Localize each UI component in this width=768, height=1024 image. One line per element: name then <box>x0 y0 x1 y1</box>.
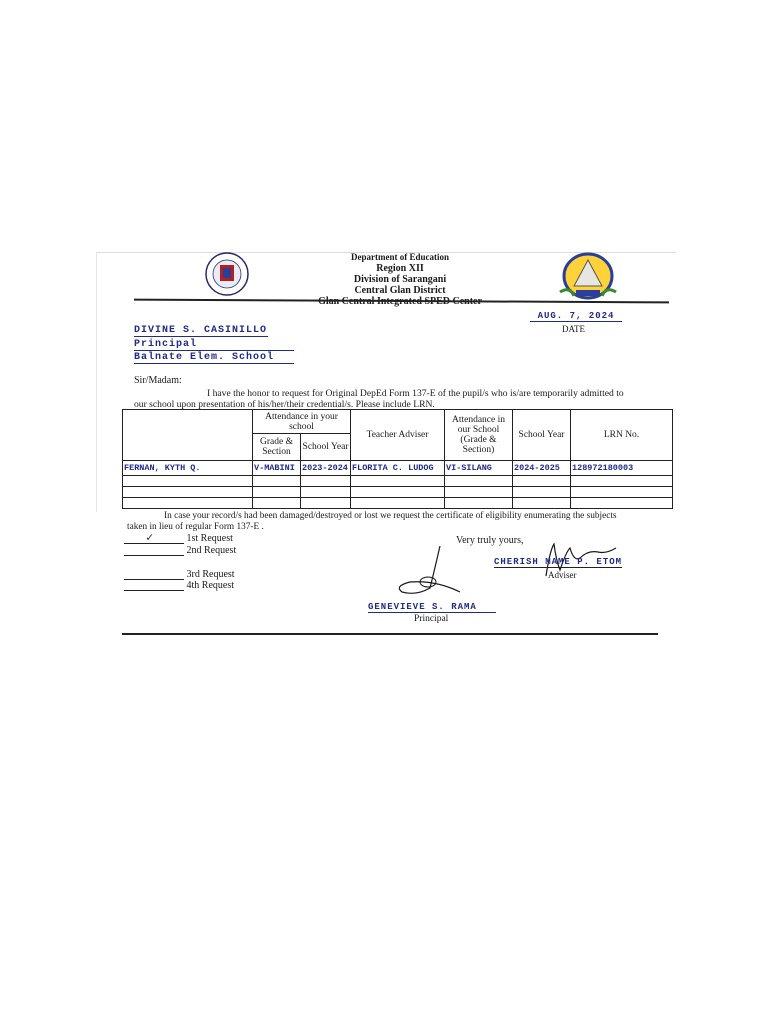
col-header-teacher-adviser: Teacher Adviser <box>351 410 445 461</box>
footer-divider <box>122 633 658 635</box>
deped-seal-icon <box>197 252 257 296</box>
request-3-blank <box>124 570 184 580</box>
body-line-2: our school upon presentation of his/her/their credential/s. Please include LRN. <box>134 399 435 410</box>
school-seal-icon <box>556 252 620 302</box>
request-4-label: 4th Request <box>186 580 234 591</box>
col-header-grade-section: Grade & Section <box>253 434 301 460</box>
col-header-school-year: School Year <box>301 434 351 460</box>
addressee-school: Balnate Elem. School <box>134 352 294 364</box>
col-header-school-year-2: School Year <box>513 410 571 461</box>
request-2-blank <box>124 546 184 556</box>
table-row <box>123 497 673 508</box>
date-label: DATE <box>562 324 585 334</box>
cell-grade-section: V-MABINI <box>253 460 301 475</box>
addressee-name: DIVINE S. CASINILLO <box>134 325 268 336</box>
principal-name: GENEVIEVE S. RAMA <box>368 602 496 613</box>
date-value: AUG. 7, 2024 <box>530 311 622 322</box>
cell-lrn: 128972180003 <box>571 460 673 475</box>
body-line-1: I have the honor to request for Original DepEd Form 137-E of the pupil/s who is/are temporarily admitted to <box>207 388 624 399</box>
col-header-name <box>123 410 253 461</box>
paper-left-edge <box>96 252 97 512</box>
header-line-2: Region XII <box>376 263 424 274</box>
cell-name: FERNAN, KYTH Q. <box>123 460 253 475</box>
header-line-1: Department of Education <box>351 252 449 262</box>
request-3-label: 3rd Request <box>186 569 235 580</box>
request-2-label: 2nd Request <box>186 545 237 556</box>
cell-school-year: 2023-2024 <box>301 460 351 475</box>
cell-school-year-2: 2024-2025 <box>513 460 571 475</box>
request-1 <box>124 533 233 544</box>
pupil-table <box>122 409 673 509</box>
request-1-label: 1st Request <box>186 533 233 544</box>
principal-signature-icon <box>376 542 466 602</box>
cell-teacher-adviser: FLORITA C. LUDOG <box>351 460 445 475</box>
table-row <box>123 486 673 497</box>
request-4 <box>124 580 234 591</box>
closing: Very truly yours, <box>456 535 524 546</box>
check-mark-icon: ✓ <box>146 531 155 545</box>
cell-attendance-ours: VI-SILANG <box>445 460 513 475</box>
table-row <box>123 475 673 486</box>
note-line-2: taken in lieu of regular Form 137-E . <box>127 522 264 532</box>
adviser-name: CHERISH MAME P. ETOM <box>494 557 623 567</box>
principal-label: Principal <box>414 614 449 624</box>
adviser-label: Adviser <box>548 570 577 580</box>
note-line-1: In case your record/s had been damaged/destroyed or lost we request the certificate of eligibility enumerating the subjects <box>164 511 617 521</box>
col-header-attendance-ours: Attendance in our School (Grade & Section) <box>445 410 513 461</box>
col-header-lrn: LRN No. <box>571 410 673 461</box>
request-4-blank <box>124 581 184 591</box>
request-3 <box>124 569 235 580</box>
header-line-3: Division of Sarangani <box>353 274 447 285</box>
salutation: Sir/Madam: <box>134 375 182 386</box>
table-row <box>123 460 673 475</box>
request-2 <box>124 545 236 556</box>
addressee-position: Principal <box>134 339 294 351</box>
col-header-attendance-yours: Attendance in your school <box>253 410 351 434</box>
request-1-blank <box>124 531 184 545</box>
header-line-4: Central Glan District <box>354 285 446 296</box>
